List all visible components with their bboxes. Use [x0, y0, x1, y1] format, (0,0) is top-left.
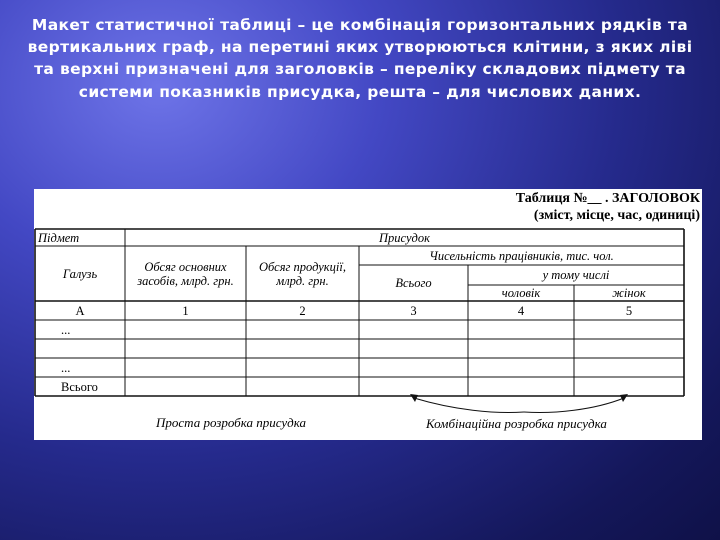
including-header: у тому числі [542, 268, 610, 282]
table-title-line1: Таблиця №__ . ЗАГОЛОВОК [515, 191, 700, 206]
employees-header: Чисельність працівників, тис. чол. [429, 248, 614, 263]
men-header: чоловік [501, 286, 541, 300]
fixed-assets-header: Обсяг основних засобів, млрд. грн. [137, 259, 234, 288]
slide-heading: Макет статистичної таблиці – це комбінація горизонтальних рядків та вертикальних граф, на перетині яких утворюються клітини, з яких ліві та верхні призначені для заголовків – переліку складових підмету та системи показників присудка, решта – для числових даних. [27, 16, 693, 101]
table-title-line2: (зміст, місце, час, одиниці) [533, 208, 700, 223]
numbering-cell: А [75, 303, 85, 318]
combined-development-note: Комбінаційна розробка присудка [426, 416, 607, 431]
numbering-cell: 5 [625, 303, 633, 318]
row-label [58, 339, 125, 358]
numbering-cell: 2 [299, 303, 306, 318]
numbering-cell: 4 [517, 303, 525, 318]
total-header: Всього [395, 276, 432, 290]
row-label: ... [61, 360, 71, 375]
production-header: Обсяг продукції, млрд. грн. [259, 259, 346, 288]
predicate-header: Присудок [379, 230, 430, 245]
numbering-cell: 1 [182, 303, 189, 318]
numbering-cell: 3 [410, 303, 417, 318]
table-layout-figure [34, 189, 702, 440]
galuz-header: Галузь [62, 266, 98, 281]
table-title [516, 190, 700, 224]
subject-header: Підмет [38, 230, 80, 245]
row-label: Всього [61, 379, 98, 394]
women-header: жінок [612, 286, 646, 300]
row-label: ... [61, 322, 71, 337]
simple-development-note: Проста розробка присудка [156, 415, 306, 430]
